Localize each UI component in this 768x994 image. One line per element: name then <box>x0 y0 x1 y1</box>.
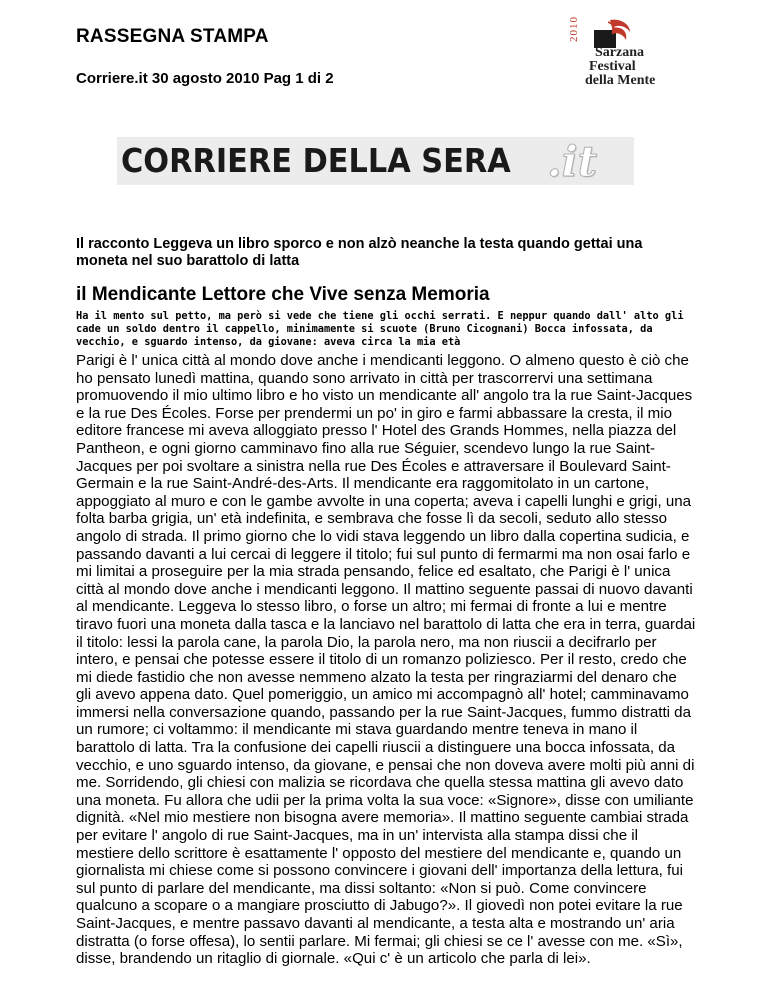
newspaper-logo <box>117 137 634 185</box>
festival-year: 2010 <box>568 16 580 42</box>
source-line: Corriere.it 30 agosto 2010 Pag 1 di 2 <box>76 70 334 87</box>
festival-wordmark <box>585 46 655 88</box>
festival-line2: della Mente <box>585 73 656 88</box>
newspaper-suffix: .it <box>547 137 597 186</box>
article-headline: il Mendicante Lettore che Vive senza Memoria <box>76 284 490 305</box>
festival-city: Sarzana <box>595 45 644 60</box>
festival-logo <box>568 12 688 94</box>
article-standfirst: Ha il mento sul petto, ma però si vede che tiene gli occhi serrati. E neppur quando dall' alto gli cade un soldo dentro il cappello, minimamente si scuote (Bruno Cicognani) Bocca infossata, da vecchio, e sguardo intenso, da giovane: aveva circa la mia età <box>76 310 684 348</box>
newspaper-name: CORRIERE DELLA SERA <box>121 141 511 180</box>
article-body: Parigi è l' unica città al mondo dove anche i mendicanti leggono. O almeno questo è ciò che ho pensato lunedì mattina, quando sono arrivato in città per trascorrervi una settimana promuovendo il mio ultimo libro e ho visto un mendicante all' angolo tra la rue Saint-Jacques e la rue Des Écoles. Forse per prendermi un po' in giro e farmi abbassare la cresta, il mio editore francese mi aveva alloggiato presso l' Hotel des Grands Hommes, nella piazza del Pantheon, e ogni giorno camminavo fino alla rue Séguier, scendevo lungo la rue Saint-Jacques per poi svoltare a sinistra nella rue Des Écoles e attraversare il Boulevard Saint-Germain e la rue Saint-André-des-Arts. Il mendicante era raggomitolato in un cartone, appoggiato al muro e con le gambe avvolte in una coperta; aveva i capelli lunghi e grigi, una folta barba grigia, un' età indefinita, e sembrava che fosse lì da secoli, seduto allo stesso angolo di strada. Il primo giorno che lo vidi stava leggendo un libro dalla copertina sudicia, e passando davanti a lui cercai di leggere il titolo; fui sul punto di fermarmi ma non osai farlo e mi limitai a proseguire per la mia strada pensando, felice ed esaltato, che Parigi è l' unica città al mondo dove anche i mendicanti leggono. Il mattino seguente passai di nuovo davanti al mendicante. Leggeva lo stesso libro, o forse un altro; mi fermai di fronte a lui e mentre tiravo fuori una moneta dalla tasca e la lanciavo nel barattolo di latta che era in terra, guardai il titolo: lessi la parola cane, la parola Dio, la parola nero, ma non riuscii a decifrarlo per intero, e pensai che potesse essere il titolo di un romanzo poliziesco. Per il resto, credo che mi diede fastidio che non avesse nemmeno alzato la testa per ringraziarmi del denaro che gli avevo appena dato. Quel pomeriggio, un amico mi accompagnò all' hotel; camminavamo immersi nella conversazione quando, passando per la rue Saint-Jacques, fummo distratti da un rumore; ci voltammo: il mendicante mi stava guardando mentre teneva in mano il barattolo di latta. Tra la confusione dei capelli riuscii a distinguere una bocca infossata, da vecchio, e uno sguardo intenso, da giovane, e pensai che non doveva avere molti più anni di me. Sorridendo, gli chiesi con malizia se ricordava che quella stessa mattina gli avevo dato una moneta. Fu allora che udii per la prima volta la sua voce: «Signore», disse con umiliante dignità. «Nel mio mestiere non bisogna avere memoria». Il mattino seguente cambiai strada per evitare l' angolo di rue Saint-Jacques, ma in un' intervista alla stampa dissi che il mestiere dello scrittore è esattamente l' opposto del mestiere del mendicante e, quando un giornalista mi chiese come si possono convincere i giovani dell' importanza della lettura, fui sul punto di parlare del mendicante, ma dissi soltanto: «Non si può. Come convincere qualcuno a scopare o a mangiare prosciutto di Jabugo?». Il giovedì non potei evitare la rue Saint-Jacques, e mentre passavo davanti al mendicante, a testa alta e mostrando un' aria distratta (o forse offesa), lo sentii parlare. Mi fermai; gli chiesi se ce l' avesse con me. «Sì», disse, brandendo un ritaglio di giornale. «Qui c' è un articolo che parla di lei». <box>76 352 696 968</box>
section-title: RASSEGNA STAMPA <box>76 26 269 47</box>
document-header <box>76 26 334 87</box>
festival-line1: Festival <box>589 59 636 74</box>
article-kicker: Il racconto Leggeva un libro sporco e non alzò neanche la testa quando gettai una moneta nel suo barattolo di latta <box>76 236 643 269</box>
